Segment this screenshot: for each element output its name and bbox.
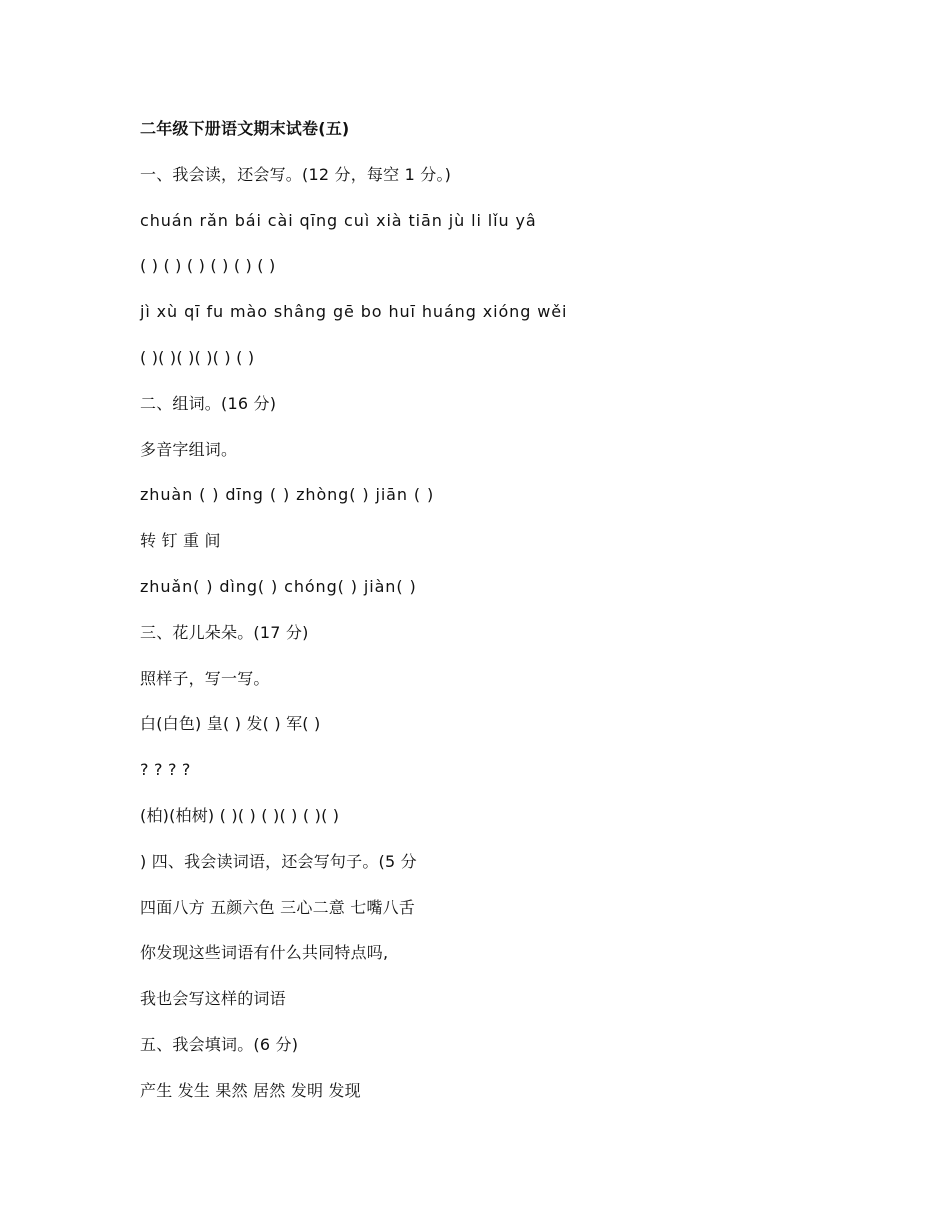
instruction-polyphone: 多音字组词。 (140, 439, 238, 459)
example-row: 白(白色) 皇( ) 发( ) 军( ) (140, 714, 321, 734)
word-bank-row: 产生 发生 果然 居然 发明 发现 (140, 1080, 361, 1100)
polyphone-pinyin-row-2: zhuǎn( ) dìng( ) chóng( ) jiàn( ) (140, 576, 417, 596)
section-2-heading: 二、组词。(16 分) (140, 393, 277, 413)
pinyin-row-1: chuán rǎn bái cài qīng cuì xià tiān jù li lǐu yâ (140, 210, 537, 230)
answer-blanks-row-2: ( )( )( )( )( ) ( ) (140, 347, 255, 367)
question-marks-row: ? ? ? ? (140, 760, 191, 780)
example-answer-row: (柏)(柏树) ( )( ) ( )( ) ( )( ) (140, 805, 340, 825)
document-body (140, 117, 900, 1125)
polyphone-characters: 转 钉 重 间 (140, 531, 221, 551)
prompt-write-words: 我也会写这样的词语 (140, 989, 286, 1009)
section-3-heading: 三、花儿朵朵。(17 分) (140, 622, 309, 642)
answer-blanks-row-1: ( ) ( ) ( ) ( ) ( ) ( ) (140, 256, 276, 276)
section-4-heading: ) 四、我会读词语，还会写句子。(5 分 (140, 851, 417, 871)
section-1-heading: 一、我会读，还会写。(12 分，每空 1 分。) (140, 164, 452, 184)
idioms-row: 四面八方 五颜六色 三心二意 七嘴八舌 (140, 897, 416, 917)
section-5-heading: 五、我会填词。(6 分) (140, 1034, 299, 1054)
polyphone-pinyin-row-1: zhuàn ( ) dīng ( ) zhòng( ) jiān ( ) (140, 485, 435, 505)
pinyin-row-2: jì xù qī fu mào shâng gē bo huī huáng xióng wěi (140, 302, 568, 322)
instruction-follow-example: 照样子，写一写。 (140, 668, 270, 688)
document-title: 二年级下册语文期末试卷(五) (140, 119, 350, 138)
question-common-feature: 你发现这些词语有什么共同特点吗, (140, 943, 389, 963)
